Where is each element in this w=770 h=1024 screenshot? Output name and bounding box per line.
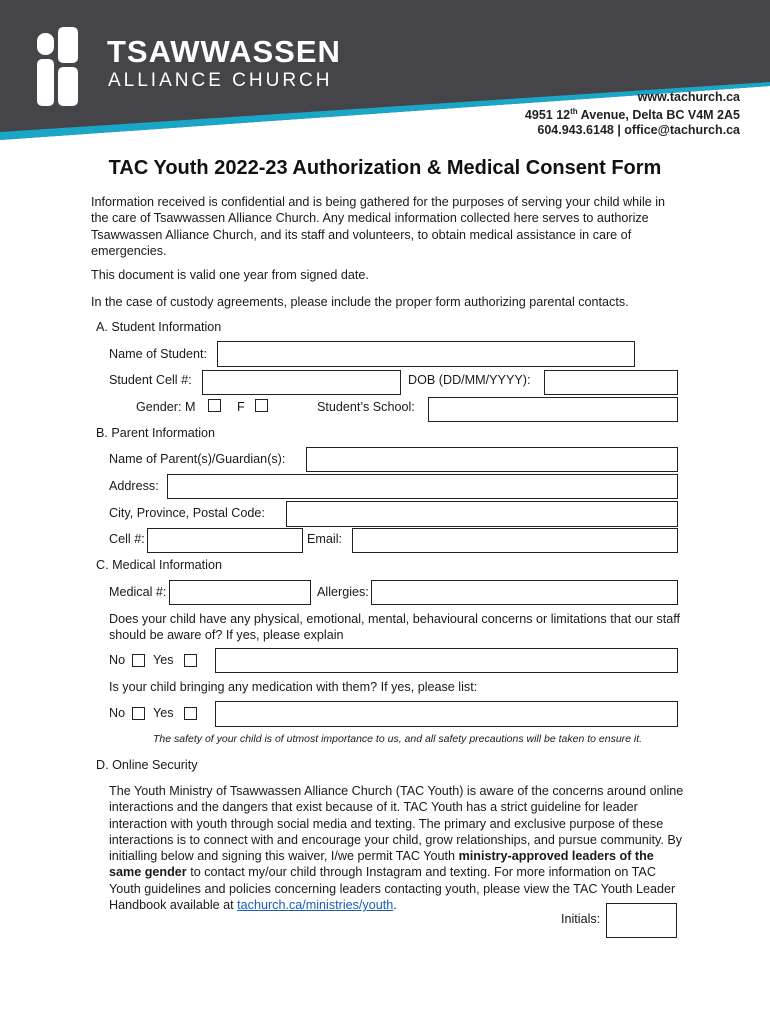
- concerns-question: Does your child have any physical, emotional, mental, behavioural concerns or limitations that our staff should be aware of? If yes, please explain: [109, 612, 680, 643]
- parent-cell-input[interactable]: [147, 528, 303, 553]
- parent-cell-label: Cell #:: [109, 532, 145, 546]
- safety-note: The safety of your child is of utmost importance to us, and all safety precautions will be taken to ensure it.: [153, 733, 643, 745]
- contact-text: 604.943.6148 | office@tachurch.ca: [537, 123, 740, 137]
- parent-name-label: Name of Parent(s)/Guardian(s):: [109, 452, 286, 466]
- logo-subtitle: ALLIANCE CHURCH: [108, 70, 333, 91]
- address-label: Address:: [109, 479, 159, 493]
- gender-m-checkbox[interactable]: [208, 399, 221, 412]
- medication-yes-checkbox[interactable]: [184, 707, 197, 720]
- student-name-label: Name of Student:: [109, 347, 208, 361]
- student-cell-input[interactable]: [202, 370, 401, 395]
- allergies-label: Allergies:: [317, 585, 369, 599]
- medical-number-label: Medical #:: [109, 585, 167, 599]
- security-text-2: to contact my/our child through Instagram and texting. For more information on TAC Youth guidelines and policies concerning leaders contacting youth, please view the TAC Youth Leader Handbook available at: [109, 865, 676, 913]
- form-title: TAC Youth 2022-23 Authorization & Medical Consent Form: [108, 157, 662, 179]
- email-input[interactable]: [352, 528, 678, 553]
- website-text: www.tachurch.ca: [637, 90, 740, 104]
- medication-no-checkbox[interactable]: [132, 707, 145, 720]
- online-security-paragraph: [109, 783, 684, 913]
- initials-label: Initials:: [561, 912, 601, 926]
- gender-f-checkbox[interactable]: [255, 399, 268, 412]
- custody-text: In the case of custody agreements, please include the proper form authorizing parental contacts.: [91, 295, 629, 309]
- security-text-3: .: [393, 898, 397, 913]
- email-label: Email:: [307, 532, 342, 546]
- address-input[interactable]: [167, 474, 678, 499]
- parent-name-input[interactable]: [306, 447, 678, 472]
- student-name-input[interactable]: [217, 341, 635, 367]
- student-cell-label: Student Cell #:: [109, 373, 192, 387]
- section-b-heading: B. Parent Information: [96, 426, 216, 440]
- gender-f-label: F: [237, 400, 245, 414]
- intro-paragraph: Information received is confidential and is being gathered for the purposes of serving your child while in the care of Tsawwassen Alliance Church. Any medical information collected here serves to authorize Tsawwassen Alliance Church, and its staff and volunteers, to obtain medical assistance in care of emergencies.: [91, 195, 666, 258]
- school-input[interactable]: [428, 397, 678, 422]
- allergies-input[interactable]: [371, 580, 678, 605]
- city-input[interactable]: [286, 501, 678, 527]
- city-label: City, Province, Postal Code:: [109, 506, 265, 520]
- section-d-heading: D. Online Security: [96, 758, 198, 772]
- address-text: 4951 12th Avenue, Delta BC V4M 2A5: [524, 107, 740, 123]
- medical-number-input[interactable]: [169, 580, 311, 605]
- validity-text: This document is valid one year from signed date.: [91, 268, 369, 282]
- dob-input[interactable]: [544, 370, 678, 395]
- concerns-no-label: No: [109, 653, 126, 667]
- dob-label: DOB (DD/MM/YYYY):: [408, 373, 531, 387]
- security-text-1: The Youth Ministry of Tsawwassen Alliance Church (TAC Youth) is aware of the concerns around online interactions and the dangers that exist because of it. TAC Youth has a strict guideline for leader interaction with youth through social media and texting. The primary and exclusive purpose of these interactions is to connect with and encourage your child, grow relationships, and pursue community. By initialling below and signing this waiver, I/we permit TAC Youth: [109, 784, 684, 864]
- medication-question: Is your child bringing any medication with them? If yes, please list:: [109, 680, 478, 694]
- concerns-yes-label: Yes: [153, 653, 174, 667]
- security-bold-text: ministry-approved leaders of the same gender: [109, 849, 654, 880]
- gender-label: Gender: M: [136, 400, 196, 414]
- logo-title: TSAWWASSEN: [107, 34, 341, 69]
- initials-input[interactable]: [606, 903, 677, 938]
- youth-handbook-link[interactable]: tachurch.ca/ministries/youth: [237, 898, 394, 913]
- concerns-yes-checkbox[interactable]: [184, 654, 197, 667]
- concerns-explain-input[interactable]: [215, 648, 678, 673]
- concerns-no-checkbox[interactable]: [132, 654, 145, 667]
- medication-yes-label: Yes: [153, 706, 174, 720]
- section-c-heading: C. Medical Information: [96, 558, 222, 572]
- section-a-heading: A. Student Information: [96, 320, 222, 334]
- school-label: Student’s School:: [317, 400, 415, 414]
- medication-no-label: No: [109, 706, 126, 720]
- medication-list-input[interactable]: [215, 701, 678, 727]
